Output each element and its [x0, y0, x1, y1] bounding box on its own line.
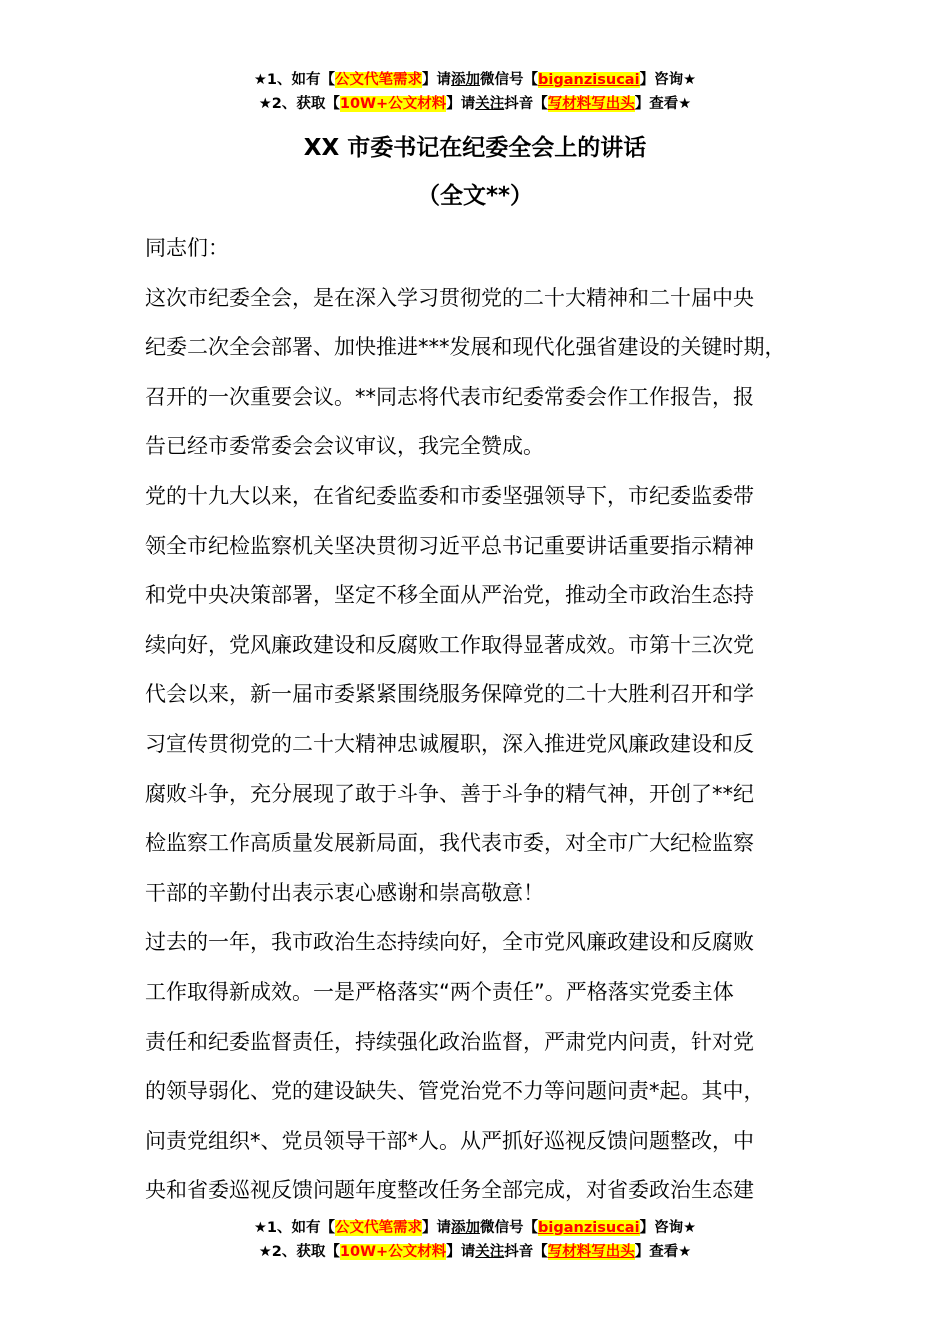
- body-text-line: 干部的辛勤付出表示衷心感谢和崇高敬意！: [145, 880, 544, 905]
- promo-underlined-text: 关注: [475, 96, 505, 112]
- promo-text: 】请: [422, 1220, 452, 1236]
- body-text-line: 检监察工作高质量发展新局面，我代表市委，对全市广大纪检监察: [145, 831, 754, 856]
- promo-line-2: [0, 1240, 950, 1264]
- document-title: XX 市委书记在纪委全会上的讲话: [303, 135, 647, 161]
- body-text-line: 和党中央决策部署，坚定不移全面从严治党，推动全市政治生态持: [145, 583, 754, 608]
- body-text-line: 问责党组织*、党员领导干部*人。从严抓好巡视反馈问题整改，中: [145, 1128, 754, 1153]
- promo-text: 抖音【: [504, 96, 548, 112]
- promo-text: 抖音【: [504, 1244, 548, 1260]
- promo-highlight-materials: 10W+公文材料: [339, 1244, 447, 1260]
- promo-line-1: [0, 68, 950, 92]
- promo-text: ★2、获取【: [258, 96, 340, 112]
- promo-text: 】请: [422, 72, 452, 88]
- promo-line-2: [0, 92, 950, 116]
- promo-wechat-id: biganzisucai: [538, 72, 640, 88]
- promo-highlight-materials: 10W+公文材料: [339, 96, 447, 112]
- promo-text: 微信号【: [480, 1220, 539, 1236]
- promo-text: ★1、如有【: [253, 72, 336, 88]
- promo-text: ★2、获取【: [258, 1244, 340, 1260]
- document-subtitle: （全文**）: [416, 183, 534, 209]
- promo-underlined-text: 关注: [475, 1244, 505, 1260]
- promo-text: 】请: [446, 96, 476, 112]
- body-text-line: 召开的一次重要会议。**同志将代表市纪委常委会作工作报告，报: [145, 384, 754, 409]
- promo-text: 微信号【: [480, 72, 539, 88]
- promo-underlined-text: 添加: [451, 72, 481, 88]
- body-text-line: 的领导弱化、党的建设缺失、管党治党不力等问题问责*起。其中，: [145, 1079, 765, 1104]
- promo-douyin-account: 写材料写出头: [547, 1244, 635, 1260]
- promo-line-1: [0, 1216, 950, 1240]
- body-text-line: 党的十九大以来，在省纪委监委和市委坚强领导下，市纪委监委带: [145, 483, 754, 508]
- body-text-line: 这次市纪委全会，是在深入学习贯彻党的二十大精神和二十届中央: [145, 285, 754, 310]
- body-text-line: 领全市纪检监察机关坚决贯彻习近平总书记重要讲话重要指示精神: [145, 533, 754, 558]
- body-text-line: 代会以来，新一届市委紧紧围绕服务保障党的二十大胜利召开和学: [145, 682, 754, 707]
- promo-text: ★1、如有【: [253, 1220, 336, 1236]
- promo-text: 】查看★: [634, 96, 692, 112]
- promo-text: 】请: [446, 1244, 476, 1260]
- body-text-line: 同志们：: [145, 236, 229, 260]
- document-body: [145, 224, 835, 1216]
- promo-wechat-id: biganzisucai: [538, 1220, 640, 1236]
- promo-underlined-text: 添加: [451, 1220, 481, 1236]
- promo-text: 】咨询★: [639, 72, 697, 88]
- promo-douyin-account: 写材料写出头: [547, 96, 635, 112]
- body-text-line: 工作取得新成效。一是严格落实“两个责任”。严格落实党委主体: [145, 979, 734, 1004]
- body-text-line: 责任和纪委监督责任，持续强化政治监督，严肃党内问责，针对党: [145, 1029, 754, 1054]
- body-text-line: 续向好，党风廉政建设和反腐败工作取得显著成效。市第十三次党: [145, 632, 754, 657]
- body-text-line: 腐败斗争，充分展现了敢于斗争、善于斗争的精气神，开创了**纪: [145, 781, 754, 806]
- body-text-line: 纪委二次全会部署、加快推进***发展和现代化强省建设的关键时期，: [145, 335, 786, 360]
- promo-highlight-service: 公文代笔需求: [335, 1220, 423, 1236]
- promo-text: 】咨询★: [639, 1220, 697, 1236]
- body-text-line: 告已经市委常委会会议审议，我完全赞成。: [145, 434, 544, 459]
- promo-banner-bottom: [0, 1216, 950, 1264]
- promo-text: 】查看★: [634, 1244, 692, 1260]
- body-text-line: 央和省委巡视反馈问题年度整改任务全部完成，对省委政治生态建: [145, 1178, 754, 1203]
- body-text-line: 习宣传贯彻党的二十大精神忠诚履职，深入推进党风廉政建设和反: [145, 731, 754, 756]
- body-text-line: 过去的一年，我市政治生态持续向好，全市党风廉政建设和反腐败: [145, 930, 754, 955]
- promo-banner-top: [0, 68, 950, 116]
- promo-highlight-service: 公文代笔需求: [335, 72, 423, 88]
